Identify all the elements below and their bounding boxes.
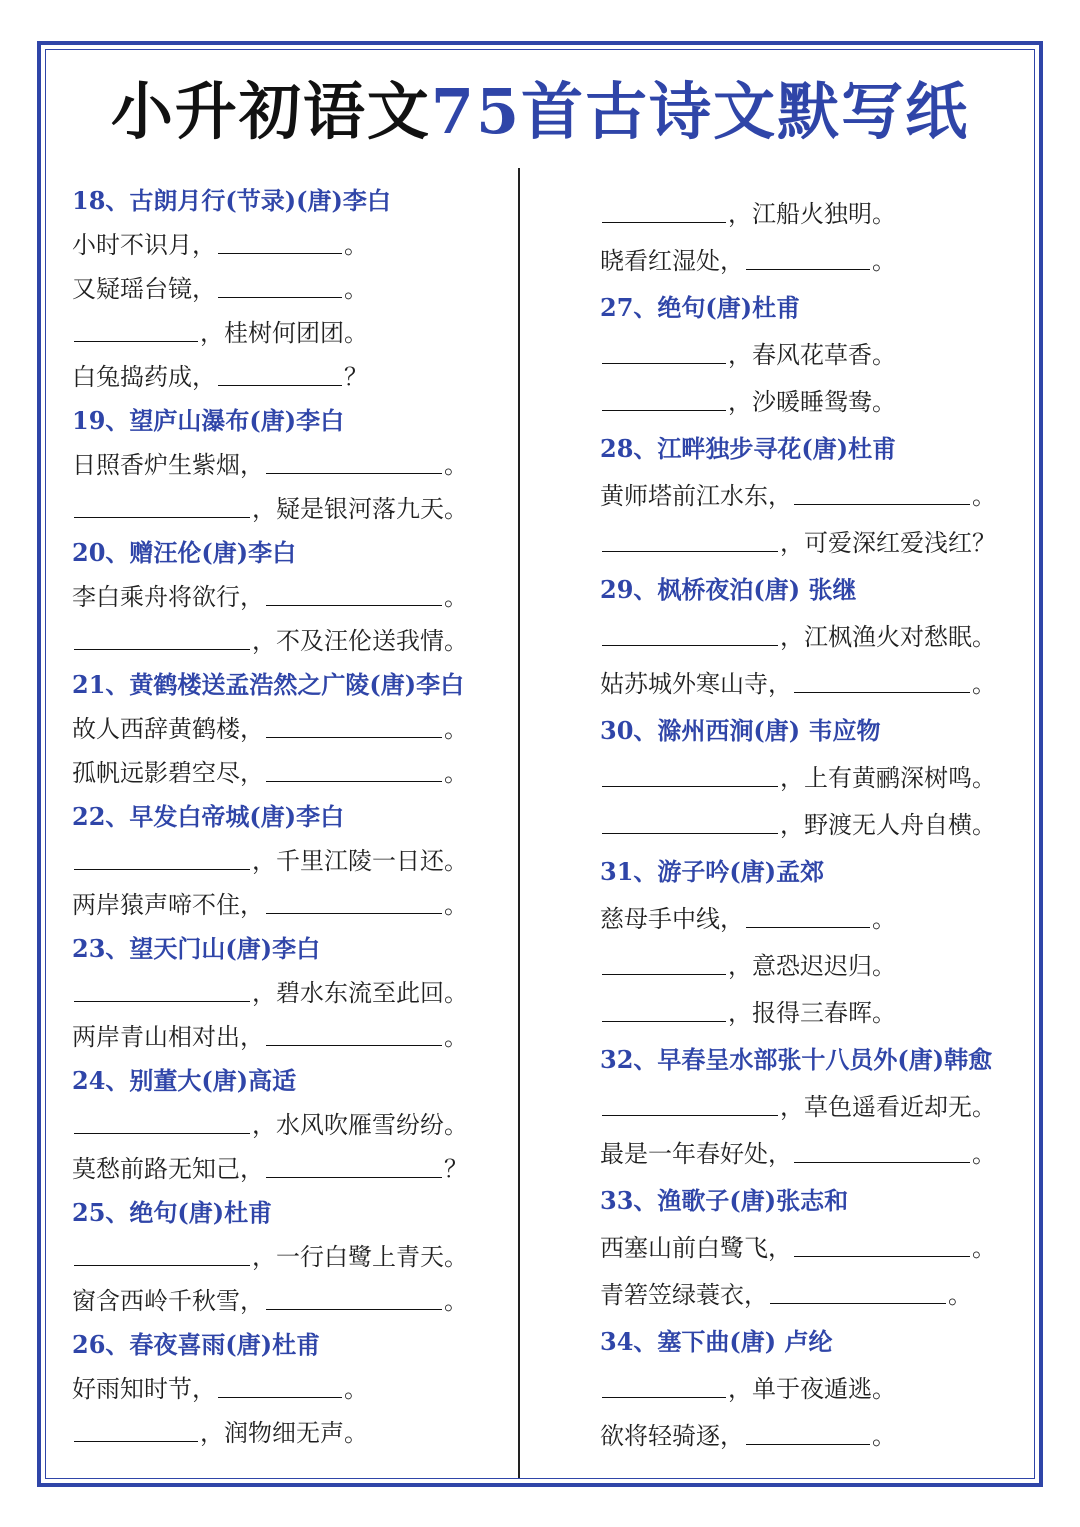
- answer-blank[interactable]: [218, 363, 342, 386]
- answer-blank[interactable]: [794, 1234, 970, 1257]
- verse-line: [600, 470, 1040, 517]
- verse-text-after: 。: [872, 247, 896, 275]
- verse-text-before: 又疑瑶台镜，: [72, 274, 216, 303]
- answer-blank[interactable]: [218, 1375, 342, 1398]
- verse-line: [72, 1100, 512, 1144]
- verse-text-after: 。: [972, 670, 996, 698]
- answer-blank[interactable]: [266, 715, 442, 738]
- verse-line: [72, 616, 512, 660]
- verse-line: [72, 1144, 512, 1188]
- poem-heading: [72, 1056, 512, 1100]
- poem-heading: [600, 564, 1040, 611]
- verse-text-before: 故人西辞黄鹤楼，: [72, 714, 264, 743]
- answer-blank[interactable]: [218, 231, 342, 254]
- verse-text-after: ，千里江陵一日还。: [252, 846, 468, 875]
- verse-text-before: 莫愁前路无知己，: [72, 1154, 264, 1183]
- verse-text-after: 。: [444, 714, 468, 743]
- verse-text-before: 窗含西岭千秋雪，: [72, 1286, 264, 1315]
- verse-text-after: 。: [344, 1374, 368, 1403]
- verse-line: [600, 1222, 1040, 1269]
- answer-blank[interactable]: [794, 1140, 970, 1163]
- verse-line: [72, 352, 512, 396]
- poem-heading-text: 22、早发白帝城(唐)李白: [72, 801, 345, 831]
- answer-blank[interactable]: [218, 275, 342, 298]
- answer-blank[interactable]: [266, 891, 442, 914]
- answer-blank[interactable]: [74, 847, 250, 870]
- verse-line: [600, 940, 1040, 987]
- answer-blank[interactable]: [746, 247, 870, 270]
- verse-line: [600, 1128, 1040, 1175]
- worksheet-title: [0, 76, 1080, 148]
- verse-line: [600, 611, 1040, 658]
- verse-line: [72, 1232, 512, 1276]
- answer-blank[interactable]: [74, 979, 250, 1002]
- verse-text-after: ，沙暖睡鸳鸯。: [728, 388, 896, 416]
- verse-line: [600, 752, 1040, 799]
- answer-blank[interactable]: [74, 1419, 198, 1442]
- verse-line: [72, 1408, 512, 1452]
- verse-line: [600, 1363, 1040, 1410]
- verse-text-before: 姑苏城外寒山寺，: [600, 670, 792, 698]
- answer-blank[interactable]: [602, 1093, 778, 1116]
- verse-line: [72, 1012, 512, 1056]
- poem-heading: [600, 1034, 1040, 1081]
- verse-text-after: ，桂树何团团。: [200, 318, 368, 347]
- answer-blank[interactable]: [602, 999, 726, 1022]
- poem-heading-text: 28、江畔独步寻花(唐)杜甫: [600, 434, 897, 463]
- verse-text-after: ，润物细无声。: [200, 1418, 368, 1447]
- verse-text-after: ，野渡无人舟自横。: [780, 811, 996, 839]
- verse-text-after: ，春风花草香。: [728, 341, 896, 369]
- verse-text-before: 两岸青山相对出，: [72, 1022, 264, 1051]
- verse-line: [72, 264, 512, 308]
- verse-line: [72, 748, 512, 792]
- verse-text-after: 。: [972, 1234, 996, 1262]
- answer-blank[interactable]: [602, 1375, 726, 1398]
- answer-blank[interactable]: [74, 319, 198, 342]
- poem-heading-text: 18、古朗月行(节录)(唐)李白: [72, 185, 391, 215]
- verse-text-after: ，可爱深红爱浅红？: [780, 529, 996, 557]
- answer-blank[interactable]: [74, 1243, 250, 1266]
- verse-text-after: ，报得三春晖。: [728, 999, 896, 1027]
- verse-line: [72, 484, 512, 528]
- poem-heading: [600, 282, 1040, 329]
- verse-text-after: 。: [972, 1140, 996, 1168]
- verse-line: [600, 376, 1040, 423]
- poem-heading: [72, 1320, 512, 1364]
- verse-text-after: ，碧水东流至此回。: [252, 978, 468, 1007]
- poem-heading-text: 30、滁州西涧(唐) 韦应物: [600, 716, 881, 745]
- poem-heading-text: 19、望庐山瀑布(唐)李白: [72, 405, 345, 435]
- verse-text-after: 。: [444, 450, 468, 479]
- verse-text-before: 孤帆远影碧空尽，: [72, 758, 264, 787]
- verse-line: [600, 517, 1040, 564]
- verse-text-before: 最是一年春好处，: [600, 1140, 792, 1168]
- answer-blank[interactable]: [602, 811, 778, 834]
- poem-heading: [600, 1316, 1040, 1363]
- verse-line: [600, 1410, 1040, 1457]
- verse-text-after: ，江枫渔火对愁眠。: [780, 623, 996, 651]
- poem-heading-text: 24、别董大(唐)高适: [72, 1065, 297, 1095]
- verse-line: [600, 235, 1040, 282]
- title-part-1: 小升初语文: [110, 75, 431, 148]
- poem-heading: [72, 792, 512, 836]
- answer-blank[interactable]: [746, 905, 870, 928]
- answer-blank[interactable]: [602, 200, 726, 223]
- verse-line: [72, 572, 512, 616]
- verse-text-before: 黄师塔前江水东，: [600, 482, 792, 510]
- verse-line: [600, 329, 1040, 376]
- poem-heading-text: 20、赠汪伦(唐)李白: [72, 537, 297, 567]
- poem-heading: [72, 176, 512, 220]
- answer-blank[interactable]: [266, 1023, 442, 1046]
- answer-blank[interactable]: [746, 1422, 870, 1445]
- verse-text-after: 。: [444, 890, 468, 919]
- right-column: [600, 188, 1040, 1457]
- verse-text-before: 白兔捣药成，: [72, 362, 216, 391]
- verse-line: [600, 188, 1040, 235]
- verse-line: [600, 658, 1040, 705]
- poem-heading-text: 23、望天门山(唐)李白: [72, 933, 321, 963]
- verse-text-after: ，水风吹雁雪纷纷。: [252, 1110, 468, 1139]
- verse-text-before: 青箬笠绿蓑衣，: [600, 1281, 768, 1309]
- verse-line: [600, 1081, 1040, 1128]
- verse-text-after: ？: [344, 362, 368, 391]
- answer-blank[interactable]: [602, 952, 726, 975]
- answer-blank[interactable]: [74, 627, 250, 650]
- verse-line: [72, 220, 512, 264]
- poem-heading: [72, 660, 512, 704]
- verse-text-after: 。: [344, 230, 368, 259]
- answer-blank[interactable]: [770, 1281, 946, 1304]
- verse-text-before: 两岸猿声啼不住，: [72, 890, 264, 919]
- answer-blank[interactable]: [266, 583, 442, 606]
- verse-text-after: ，疑是银河落九天。: [252, 494, 468, 523]
- poem-heading: [600, 423, 1040, 470]
- answer-blank[interactable]: [266, 451, 442, 474]
- answer-blank[interactable]: [602, 341, 726, 364]
- poem-heading-text: 25、绝句(唐)杜甫: [72, 1197, 273, 1227]
- poem-heading: [72, 924, 512, 968]
- verse-text-after: 。: [444, 582, 468, 611]
- answer-blank[interactable]: [266, 1287, 442, 1310]
- verse-line: [72, 836, 512, 880]
- verse-line: [600, 1269, 1040, 1316]
- poem-heading: [72, 1188, 512, 1232]
- verse-line: [72, 1364, 512, 1408]
- verse-text-after: 。: [444, 758, 468, 787]
- verse-text-before: 欲将轻骑逐，: [600, 1422, 744, 1450]
- verse-text-after: ，一行白鹭上青天。: [252, 1242, 468, 1271]
- verse-text-after: ，草色遥看近却无。: [780, 1093, 996, 1121]
- verse-text-after: 。: [948, 1281, 972, 1309]
- verse-text-after: ，江船火独明。: [728, 200, 896, 228]
- answer-blank[interactable]: [602, 623, 778, 646]
- verse-line: [600, 893, 1040, 940]
- verse-line: [72, 880, 512, 924]
- verse-text-after: 。: [444, 1286, 468, 1315]
- verse-line: [72, 704, 512, 748]
- verse-text-after: ，上有黄鹂深树鸣。: [780, 764, 996, 792]
- verse-text-before: 慈母手中线，: [600, 905, 744, 933]
- verse-text-before: 好雨知时节，: [72, 1374, 216, 1403]
- answer-blank[interactable]: [602, 388, 726, 411]
- verse-line: [72, 308, 512, 352]
- column-divider: [518, 168, 520, 1478]
- verse-line: [72, 968, 512, 1012]
- verse-text-before: 李白乘舟将欲行，: [72, 582, 264, 611]
- verse-text-before: 晓看红湿处，: [600, 247, 744, 275]
- verse-text-after: ，意恐迟迟归。: [728, 952, 896, 980]
- verse-text-after: ？: [444, 1154, 468, 1183]
- verse-text-after: 。: [872, 1422, 896, 1450]
- verse-line: [72, 1276, 512, 1320]
- verse-text-after: 。: [872, 905, 896, 933]
- poem-heading: [72, 396, 512, 440]
- poem-heading-text: 27、绝句(唐)杜甫: [600, 293, 801, 322]
- verse-text-before: 日照香炉生紫烟，: [72, 450, 264, 479]
- verse-text-after: 。: [972, 482, 996, 510]
- poem-heading-text: 31、游子吟(唐)孟郊: [600, 857, 825, 886]
- poem-heading-text: 21、黄鹤楼送孟浩然之广陵(唐)李白: [72, 669, 465, 699]
- answer-blank[interactable]: [74, 495, 250, 518]
- answer-blank[interactable]: [266, 1155, 442, 1178]
- verse-text-after: ，不及汪伦送我情。: [252, 626, 468, 655]
- answer-blank[interactable]: [794, 670, 970, 693]
- poem-heading-text: 34、塞下曲(唐) 卢纶: [600, 1327, 833, 1356]
- answer-blank[interactable]: [74, 1111, 250, 1134]
- verse-line: [600, 987, 1040, 1034]
- poem-heading-text: 26、春夜喜雨(唐)杜甫: [72, 1329, 321, 1359]
- poem-heading-text: 33、渔歌子(唐)张志和: [600, 1186, 849, 1215]
- verse-text-before: 西塞山前白鹭飞，: [600, 1234, 792, 1262]
- poem-heading: [600, 705, 1040, 752]
- answer-blank[interactable]: [794, 482, 970, 505]
- verse-line: [72, 440, 512, 484]
- poem-heading: [600, 846, 1040, 893]
- answer-blank[interactable]: [602, 764, 778, 787]
- verse-text-after: 。: [344, 274, 368, 303]
- title-part-2: 75首古诗文默写纸: [430, 75, 970, 148]
- left-column: [72, 176, 512, 1452]
- poem-heading: [600, 1175, 1040, 1222]
- verse-text-before: 小时不识月，: [72, 230, 216, 259]
- answer-blank[interactable]: [266, 759, 442, 782]
- poem-heading-text: 32、早春呈水部张十八员外(唐)韩愈: [600, 1045, 993, 1074]
- poem-heading: [72, 528, 512, 572]
- verse-line: [600, 799, 1040, 846]
- verse-text-after: 。: [444, 1022, 468, 1051]
- poem-heading-text: 29、枫桥夜泊(唐) 张继: [600, 575, 857, 604]
- answer-blank[interactable]: [602, 529, 778, 552]
- verse-text-after: ，单于夜遁逃。: [728, 1375, 896, 1403]
